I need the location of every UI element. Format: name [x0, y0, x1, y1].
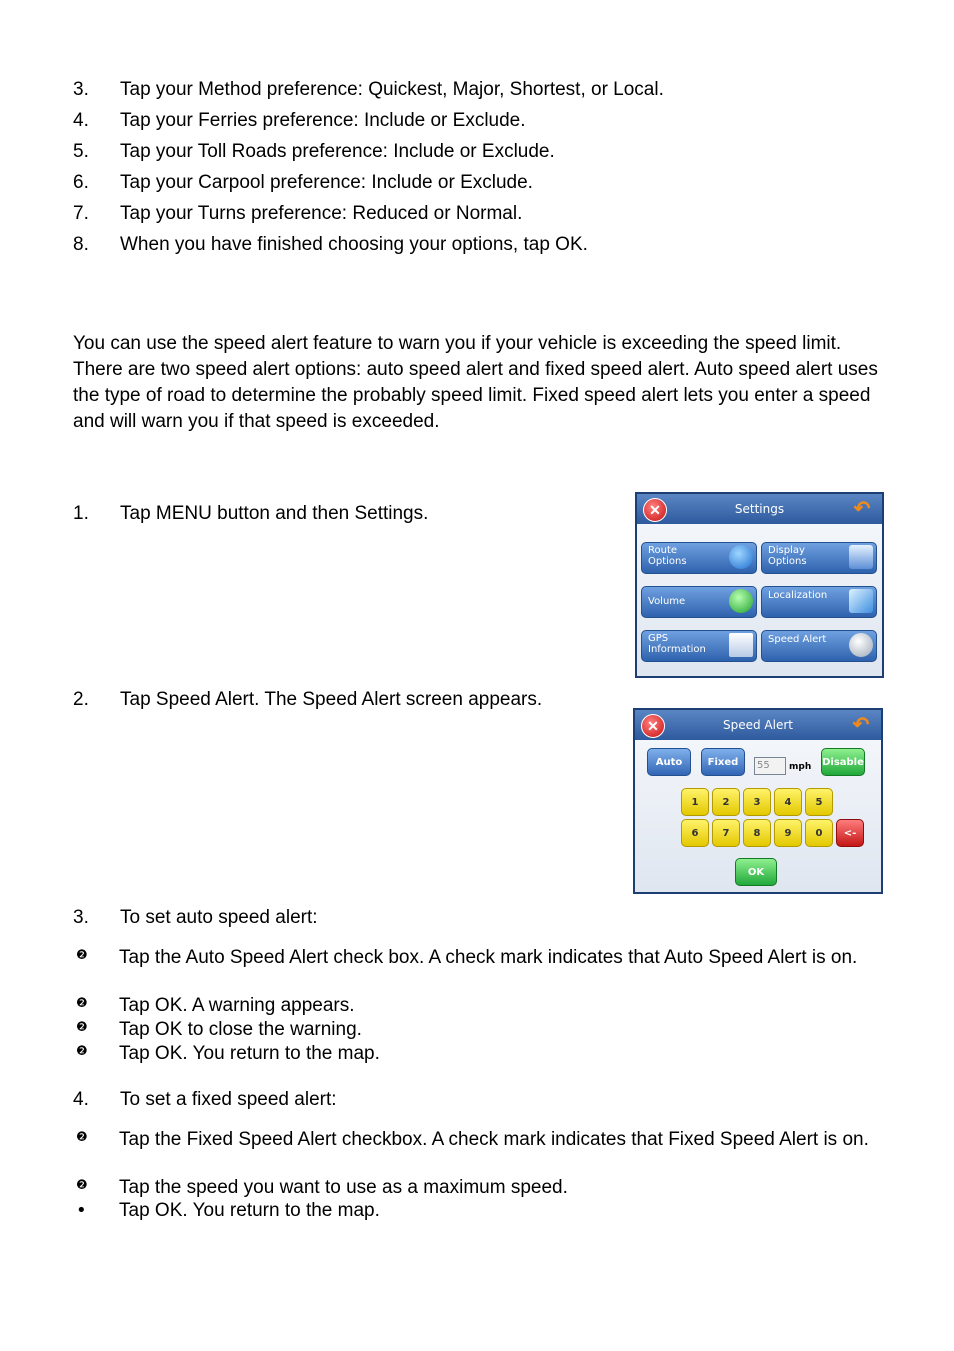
- step-text: When you have finished choosing your options, tap OK.: [120, 234, 588, 255]
- step-number: 3.: [73, 907, 89, 928]
- step-text: Tap your Method preference: Quickest, Major, Shortest, or Local.: [120, 79, 664, 100]
- route-icon: [729, 545, 753, 569]
- volume-icon: [729, 589, 753, 613]
- localization-button: [761, 586, 877, 618]
- speed-alert-title: Speed Alert: [723, 718, 793, 732]
- bullet-text: Tap OK to close the warning.: [119, 1019, 362, 1040]
- car-icon: [849, 633, 873, 657]
- key-6: 6: [681, 819, 709, 847]
- key-8: 8: [743, 819, 771, 847]
- bullet-text: Tap the Auto Speed Alert check box. A check mark indicates that Auto Speed Alert is on.: [119, 947, 858, 968]
- gps-information-label: GPS Information: [648, 633, 706, 655]
- speed-alert-button: [761, 630, 877, 662]
- step-text: To set auto speed alert:: [120, 907, 318, 928]
- display-options-button: [761, 542, 877, 574]
- speed-alert-screenshot: [633, 708, 883, 894]
- step-number: 3.: [73, 79, 89, 100]
- auto-button: Auto: [647, 748, 691, 776]
- step-text: Tap MENU button and then Settings.: [120, 503, 429, 524]
- fixed-button: Fixed: [701, 748, 745, 776]
- bullet-text: Tap the speed you want to use as a maximum speed.: [119, 1177, 568, 1198]
- bullet-text: Tap the Fixed Speed Alert checkbox. A check mark indicates that Fixed Speed Alert is on.: [119, 1129, 869, 1150]
- settings-screenshot: [635, 492, 884, 678]
- speed-alert-intro: You can use the speed alert feature to warn you if your vehicle is exceeding the speed limit. There are two speed alert options: auto speed alert and fixed speed alert. Auto speed alert uses the type of road to determine the probably speed limit. Fixed speed alert lets you enter a speed and will warn you if that speed is exceeded.: [73, 333, 878, 432]
- key-7: 7: [712, 819, 740, 847]
- key-5: 5: [805, 788, 833, 816]
- step-number: 4.: [73, 1089, 89, 1110]
- key-2: 2: [712, 788, 740, 816]
- close-icon: ✕: [643, 498, 667, 522]
- volume-label: Volume: [648, 596, 686, 607]
- bullet-icon: ❷: [76, 996, 88, 1011]
- bullet-text: Tap OK. You return to the map.: [119, 1043, 380, 1064]
- step-number: 5.: [73, 141, 89, 162]
- monitor-icon: [849, 545, 873, 569]
- step-number: 2.: [73, 689, 89, 710]
- bullet-icon: ❷: [76, 1130, 88, 1145]
- bullet-icon: ❷: [76, 1178, 88, 1193]
- step-number: 6.: [73, 172, 89, 193]
- step-text: Tap your Ferries preference: Include or Exclude.: [120, 110, 526, 131]
- step-number: 8.: [73, 234, 89, 255]
- step-text: Tap your Carpool preference: Include or Exclude.: [120, 172, 533, 193]
- document-icon: [729, 633, 753, 657]
- display-options-label: Display Options: [768, 545, 807, 567]
- step-number: 4.: [73, 110, 89, 131]
- gps-information-button: [641, 630, 757, 662]
- bullet-icon: •: [76, 1200, 87, 1221]
- localization-label: Localization: [768, 590, 828, 601]
- back-arrow-icon: ↶: [852, 714, 870, 736]
- speed-alert-label: Speed Alert: [768, 634, 827, 645]
- speed-unit-label: mph: [789, 762, 812, 772]
- route-options-label: Route Options: [648, 545, 687, 567]
- key-3: 3: [743, 788, 771, 816]
- key-0: 0: [805, 819, 833, 847]
- ok-button: OK: [735, 858, 777, 886]
- volume-button: [641, 586, 757, 618]
- localization-icon: [849, 589, 873, 613]
- step-number: 7.: [73, 203, 89, 224]
- back-arrow-icon: ↶: [853, 498, 871, 520]
- bullet-icon: ❷: [76, 1020, 88, 1035]
- close-icon: ✕: [641, 714, 665, 738]
- key-1: 1: [681, 788, 709, 816]
- backspace-key: <-: [836, 819, 864, 847]
- disable-button: Disable: [821, 748, 865, 776]
- key-4: 4: [774, 788, 802, 816]
- speed-value-field: 55: [754, 757, 786, 775]
- step-number: 1.: [73, 503, 89, 524]
- route-options-button: [641, 542, 757, 574]
- key-9: 9: [774, 819, 802, 847]
- step-text: Tap your Toll Roads preference: Include or Exclude.: [120, 141, 555, 162]
- bullet-text: Tap OK. A warning appears.: [119, 995, 355, 1016]
- bullet-icon: ❷: [76, 948, 88, 963]
- step-text: Tap your Turns preference: Reduced or Normal.: [120, 203, 523, 224]
- settings-title: Settings: [734, 502, 785, 516]
- step-text: Tap Speed Alert. The Speed Alert screen appears.: [120, 689, 543, 710]
- step-text: To set a fixed speed alert:: [120, 1089, 337, 1110]
- bullet-text: Tap OK. You return to the map.: [119, 1200, 380, 1221]
- bullet-icon: ❷: [76, 1044, 88, 1059]
